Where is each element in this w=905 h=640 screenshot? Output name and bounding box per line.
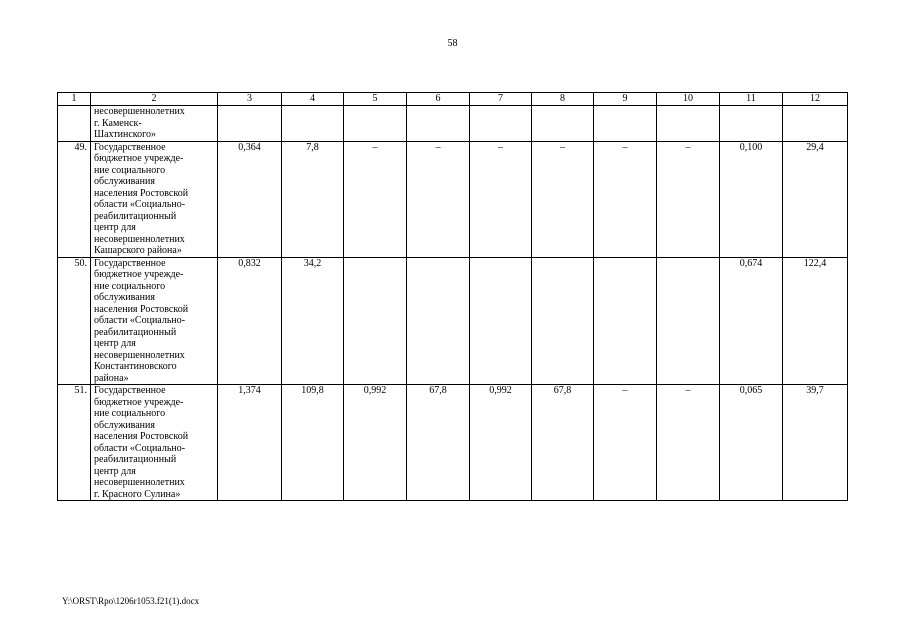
column-header-6: 6 [407,93,470,106]
column-header-2: 2 [91,93,218,106]
value-cell-col-6 [407,106,470,142]
value-cell-col-9: – [594,385,657,501]
institution-name-line: Константиновского [94,361,177,372]
institution-name-line: Государственное [94,257,166,269]
value-cell-col-10 [657,106,720,142]
value-cell-col-9: – [594,141,657,257]
column-header-5: 5 [344,93,407,106]
value-cell-col-9 [594,106,657,142]
institution-name-line: центр для [94,465,136,477]
value-cell-col-11: 0,100 [720,141,783,257]
institution-name-line: населения Ростовской [94,187,189,199]
column-header-3: 3 [218,93,282,106]
institution-name-line: несовершеннолетних [94,233,185,245]
institution-name-line: населения Ростовской [94,303,189,315]
column-header-4: 4 [282,93,344,106]
value-cell-col-3: 0,832 [218,257,282,385]
institution-name-line: Государственное [94,385,166,396]
institution-name-line: реабилитационный [94,210,177,222]
institution-name-line: области «Социально- [94,199,186,210]
value-cell-col-10: – [657,141,720,257]
institution-name-line: бюджетное учрежде- [94,269,184,280]
table-row [58,257,848,385]
row-number [58,106,91,142]
institution-name-line: ние социального [94,408,166,419]
value-cell-col-11: 0,674 [720,257,783,385]
value-cell-col-5: 0,992 [344,385,407,501]
value-cell-col-8: – [532,141,594,257]
value-cell-col-4: 7,8 [282,141,344,257]
table-header-row [58,93,848,106]
institution-name-line: несовершеннолетних [94,477,185,488]
institution-name-line: обслуживания [94,292,155,303]
row-number: 51. [58,385,91,501]
value-cell-col-5 [344,257,407,385]
value-cell-col-12 [783,106,848,142]
column-header-8: 8 [532,93,594,106]
column-header-11: 11 [720,93,783,106]
value-cell-col-6: – [407,141,470,257]
value-cell-col-4 [282,106,344,142]
value-cell-col-8 [532,106,594,142]
value-cell-col-6 [407,257,470,385]
institution-name-line: ние социального [94,164,166,176]
table-row [58,141,848,257]
institution-name-line: района» [94,372,129,384]
table-row [58,385,848,501]
value-cell-col-9 [594,257,657,385]
value-cell-col-3 [218,106,282,142]
value-cell-col-4: 109,8 [282,385,344,501]
value-cell-col-5: – [344,141,407,257]
institution-name-line: Кашарского района» [94,245,182,256]
value-cell-col-11: 0,065 [720,385,783,501]
footer-file-path: Y:\ORST\Rpo\1206r1053.f21(1).docx [62,596,200,606]
column-header-1: 1 [58,93,91,106]
value-cell-col-7 [470,257,532,385]
institution-name-line: центр для [94,338,136,349]
value-cell-col-3: 1,374 [218,385,282,501]
institution-name-line: несовершеннолетних [94,349,185,361]
data-table [57,92,848,501]
institution-name-line: реабилитационный [94,454,177,465]
value-cell-col-7 [470,106,532,142]
institution-name-line: г. Каменск- [94,117,142,129]
value-cell-col-4: 34,2 [282,257,344,385]
column-header-7: 7 [470,93,532,106]
institution-name-cell [91,106,218,142]
value-cell-col-7: – [470,141,532,257]
column-header-9: 9 [594,93,657,106]
column-header-12: 12 [783,93,848,106]
institution-name-line: Государственное [94,141,166,153]
value-cell-col-8: 67,8 [532,385,594,501]
institution-name-cell [91,257,218,385]
institution-name-line: центр для [94,222,136,233]
page-number: 58 [447,38,458,49]
value-cell-col-10 [657,257,720,385]
institution-name-cell [91,141,218,257]
value-cell-col-7: 0,992 [470,385,532,501]
value-cell-col-12: 39,7 [783,385,848,501]
institution-name-line: реабилитационный [94,326,177,338]
value-cell-col-8 [532,257,594,385]
value-cell-col-11 [720,106,783,142]
institution-name-line: бюджетное учрежде- [94,396,184,408]
institution-name-line: обслуживания [94,176,155,187]
institution-name-line: обслуживания [94,419,155,431]
institution-name-line: бюджетное учрежде- [94,153,184,164]
value-cell-col-12: 122,4 [783,257,848,385]
value-cell-col-3: 0,364 [218,141,282,257]
column-header-10: 10 [657,93,720,106]
value-cell-col-10: – [657,385,720,501]
institution-name-line: Шахтинского» [94,129,156,140]
row-number: 50. [58,257,91,385]
institution-name-line: области «Социально- [94,442,186,454]
table-row [58,106,848,142]
institution-name-cell [91,385,218,501]
value-cell-col-6: 67,8 [407,385,470,501]
value-cell-col-5 [344,106,407,142]
institution-name-line: населения Ростовской [94,431,189,442]
institution-name-line: г. Красного Сулина» [94,488,181,500]
institution-name-line: несовершеннолетних [94,106,185,117]
row-number: 49. [58,141,91,257]
value-cell-col-12: 29,4 [783,141,848,257]
institution-name-line: области «Социально- [94,315,186,326]
institution-name-line: ние социального [94,280,166,292]
